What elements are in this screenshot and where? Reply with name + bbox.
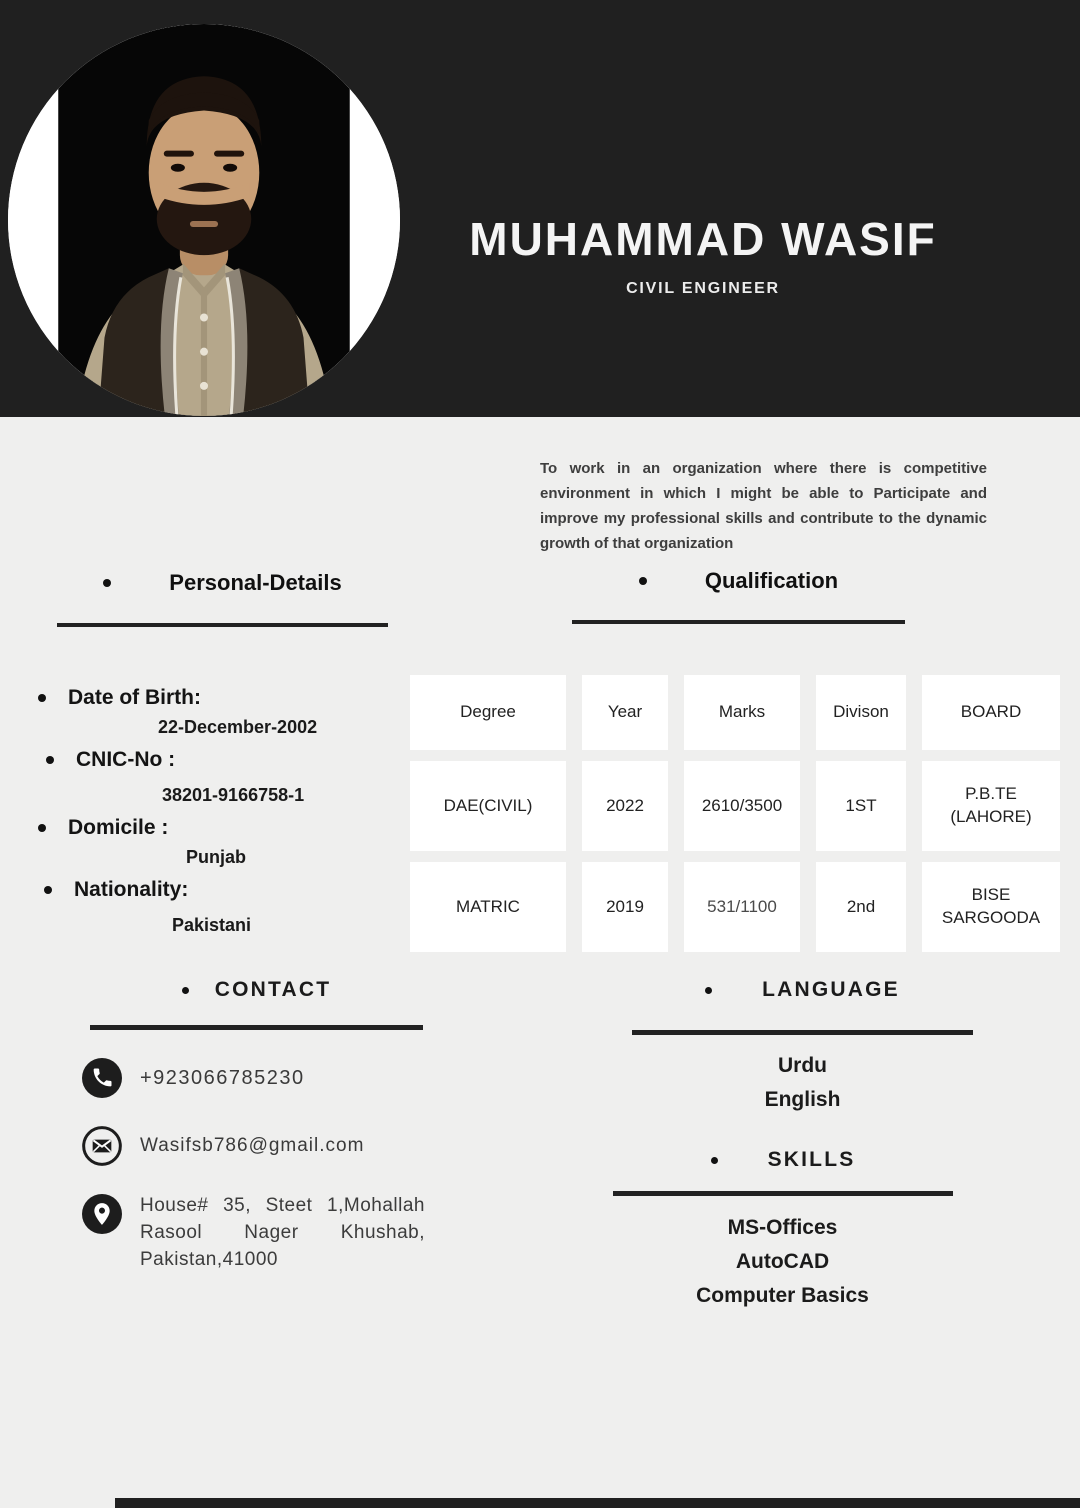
skills-rule xyxy=(613,1191,953,1196)
contact-row-address xyxy=(82,1194,434,1273)
table-header-cell: Degree xyxy=(410,675,566,750)
qualification-heading-label: Qualification xyxy=(704,568,839,593)
contact-heading xyxy=(90,978,423,1002)
bullet-icon xyxy=(38,824,46,832)
email-address: Wasifsb786@gmail.com xyxy=(140,1135,365,1156)
objective-text: To work in an organization where there is competitive environment in which I might be able to Participate and improve my professional skills and contribute to the dynamic growth of that organization xyxy=(540,460,987,552)
personal-details-heading-label: Personal-Details xyxy=(169,570,342,595)
contact-row-email xyxy=(82,1126,434,1166)
footer-accent-bar xyxy=(115,1498,1080,1508)
contact-rule xyxy=(90,1025,423,1030)
list-item xyxy=(36,876,426,938)
bullet-icon xyxy=(705,987,712,994)
phone-number: +923066785230 xyxy=(140,1066,305,1089)
contact-list xyxy=(82,1058,434,1273)
table-cell: 1ST xyxy=(816,761,906,851)
table-cell: BISE SARGOODA xyxy=(922,862,1060,952)
bullet-icon xyxy=(182,987,189,994)
bullet-icon xyxy=(639,577,647,585)
detail-value: 38201-9166758-1 xyxy=(162,785,305,805)
table-header-cell: Marks xyxy=(684,675,800,750)
table-cell: DAE(CIVIL) xyxy=(410,761,566,851)
contact-heading-label: CONTACT xyxy=(214,978,332,1001)
detail-value: Pakistani xyxy=(172,915,252,935)
table-header-cell: Year xyxy=(582,675,668,750)
bullet-icon xyxy=(44,886,52,894)
portrait-image xyxy=(8,24,400,416)
postal-address: House# 35, Steet 1,Mohallah Rasool Nager Khushab, Pakistan,41000 xyxy=(140,1195,425,1270)
skill-item: Computer Basics xyxy=(696,1284,869,1307)
skills-heading xyxy=(613,1148,953,1172)
qualification-table xyxy=(410,675,1060,952)
bullet-icon xyxy=(38,694,46,702)
table-cell: 531/1100 xyxy=(684,862,800,952)
bullet-icon xyxy=(711,1157,718,1164)
person-name: MUHAMMAD WASIF xyxy=(469,213,937,265)
mail-icon xyxy=(82,1126,122,1166)
table-header-cell: Divison xyxy=(816,675,906,750)
bullet-icon xyxy=(103,579,111,587)
phone-icon xyxy=(82,1058,122,1098)
personal-details-heading xyxy=(57,570,388,596)
detail-label: Date of Birth: xyxy=(68,686,201,709)
table-cell: 2019 xyxy=(582,862,668,952)
list-item xyxy=(36,814,426,870)
detail-value: Punjab xyxy=(186,847,247,867)
table-header-cell: BOARD xyxy=(922,675,1060,750)
skill-item: AutoCAD xyxy=(735,1250,830,1273)
language-rule xyxy=(632,1030,973,1035)
table-cell: P.B.TE (LAHORE) xyxy=(922,761,1060,851)
skills-heading-label: SKILLS xyxy=(767,1148,856,1171)
qualification-rule xyxy=(572,620,905,624)
table-cell: 2022 xyxy=(582,761,668,851)
list-item xyxy=(36,746,426,808)
skill-item: MS-Offices xyxy=(727,1216,838,1239)
detail-label: Nationality: xyxy=(74,878,189,901)
profile-photo xyxy=(8,24,400,416)
personal-details-list xyxy=(36,684,426,944)
person-title: CIVIL ENGINEER xyxy=(626,280,780,297)
list-item xyxy=(36,684,426,740)
personal-details-rule xyxy=(57,623,388,627)
language-item: English xyxy=(764,1088,841,1111)
language-list xyxy=(630,1049,975,1117)
contact-row-phone xyxy=(82,1058,434,1098)
detail-label: CNIC-No : xyxy=(76,748,176,771)
qualification-heading xyxy=(572,568,905,594)
language-heading-label: LANGUAGE xyxy=(762,978,900,1001)
table-cell: 2nd xyxy=(816,862,906,952)
language-heading xyxy=(632,978,973,1002)
detail-value: 22-December-2002 xyxy=(158,717,318,737)
location-icon xyxy=(82,1194,122,1234)
detail-label: Domicile : xyxy=(68,816,169,839)
language-item: Urdu xyxy=(778,1054,827,1077)
skills-list xyxy=(610,1211,955,1313)
table-cell: MATRIC xyxy=(410,862,566,952)
bullet-icon xyxy=(46,756,54,764)
table-cell: 2610/3500 xyxy=(684,761,800,851)
